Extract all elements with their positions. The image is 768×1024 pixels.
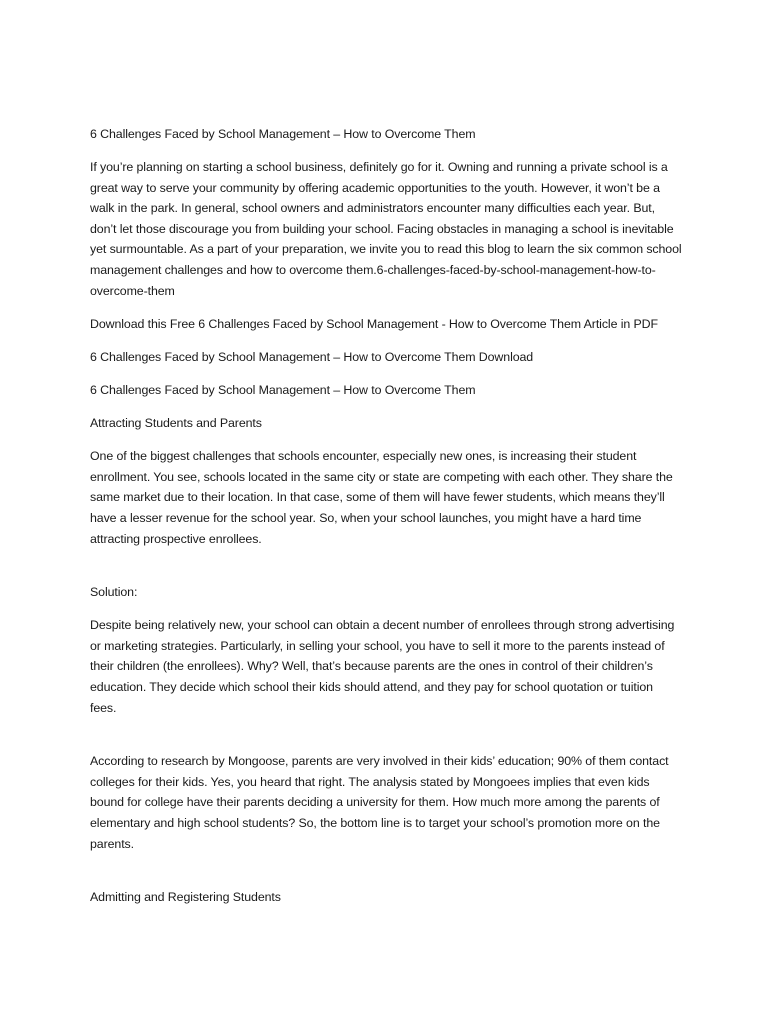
download-pdf-line: Download this Free 6 Challenges Faced by School Management - How to Overcome Them Article in PDF <box>90 316 658 331</box>
document-page <box>90 124 682 908</box>
research-paragraph: According to research by Mongoose, parents are very involved in their kids’ education; 90% of them contact colleges for their kids. Yes, you heard that right. The analysis stated by Mongoees implies that even kids bound for college have their parents deciding a university for them. How much more among the parents of elementary and high school students? So, the bottom line is to target your school’s promotion more on the parents. <box>90 754 669 851</box>
download-title-line: 6 Challenges Faced by School Management – How to Overcome Them Download <box>90 349 534 364</box>
solution-label: Solution: <box>90 585 138 600</box>
section-body-attracting: One of the biggest challenges that schools encounter, especially new ones, is increasing their student enrollment. You see, schools located in the same city or state are competing with each other. They share the same market due to their location. In that case, some of them will have fewer students, which means they’ll have a lesser revenue for the school year. So, when your school launches, you might have a hard time attracting prospective enrollees. <box>90 449 673 546</box>
repeat-title-line: 6 Challenges Faced by School Management – How to Overcome Them <box>90 382 476 397</box>
section-heading-attracting: Attracting Students and Parents <box>90 416 262 431</box>
document-title: 6 Challenges Faced by School Management – How to Overcome Them <box>90 127 476 141</box>
solution-paragraph: Despite being relatively new, your school can obtain a decent number of enrollees through strong advertising or marketing strategies. Particularly, in selling your school, you have to sell it more to the parents instead of their children (the enrollees). Why? Well, that’s because parents are the ones in control of their children’s education. They decide which school their kids should attend, and they pay for school quotation or tuition fees. <box>90 618 675 715</box>
intro-paragraph: If you’re planning on starting a school business, definitely go for it. Owning and running a private school is a great way to serve your community by offering academic opportunities to the youth. However, it won’t be a walk in the park. In general, school owners and administrators encounter many difficulties each year. But, don’t let those discourage you from building your school. Facing obstacles in managing a school is inevitable yet surmountable. As a part of your preparation, we invite you to read this blog to learn the six common school management challenges and how to overcome them.6-challenges-faced-by-school-management-how-to-overcome-them <box>90 160 682 298</box>
section-heading-admitting: Admitting and Registering Students <box>90 890 281 905</box>
